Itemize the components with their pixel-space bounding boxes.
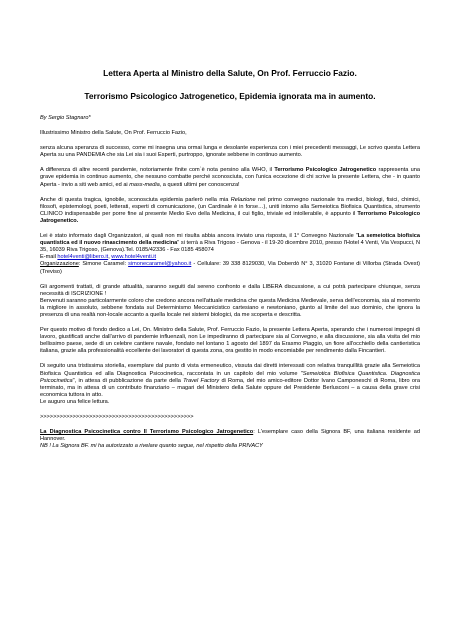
email-line [40, 254, 420, 261]
letter-subtitle: Terrorismo Psicologico Jatrogenetico, Epidemia ignorata ma in aumento. [84, 91, 376, 101]
text-span: rappresenta una grave epidemia in continuo aumento, che nessuno combatte perché sconosciuta, con l'unica eccezione di chi scrive la presente Lettera, che - in quanto Aperta - invio a siti web amici, ed ai [40, 167, 421, 188]
paragraph-welcome: Benvenuti saranno particolarmente coloro che credono ancora nell'attuale medicina che questa Medicina Medievale, serva dell'economia, sia al momento la migliore in assoluto, sebbene fondata sul Determinismo Meccanicistico cartesiano e newtoniano, giunto al limite del suo dominio, che ignora la presenza di una realtà non-locale accanto a quella locale nei sistemi biologici, da me scoperta e descritta. [40, 297, 420, 318]
text-span: Lei è stato informato dagli Organizzatori, ai quali non mi risulta abbia ancora inviato una risposta, il 1° Convegno Nazionale " [40, 233, 358, 240]
text-span: : L'esemplare caso della Signora BF, una italiana residente ad Hannover. [40, 429, 420, 443]
organizer-email-link[interactable]: simonecaramel@yahoo.it [128, 261, 192, 268]
italic-term: Relazione [230, 196, 256, 203]
paragraph-case-heading [40, 429, 420, 443]
closing-wish: Le auguro una felice lettura. [40, 398, 110, 405]
text-span: A differenza di altre recenti pandemie, notoriamente finite com`è nota persino alla WHO, il [40, 167, 275, 174]
hotel-website-link[interactable]: www.hotel4venti.it [111, 254, 157, 261]
text-span: ", in attesa di pubblicazione da parte della [72, 377, 184, 384]
privacy-note: NB ! La Signora BF. mi ha autorizzato a rivelare quanto segue, nel rispetto della PRIVACY [40, 443, 263, 450]
text-span: nel primo convegno nazionale tra medici, biologi, fisici, chimici, filosofi, epistemologi, poeti, letterati, esperti di comunicazione, (un Cardinale è in forse…), uniti intorno alla Semeiotica Biofisica Quantistica, strumento CLINICO indispensabile per porre fine al presente Medio Evo della Medicina, il cui figlio, triviale ed intollerabile, è appunto il [40, 196, 420, 217]
publisher-name: Travel Factory [183, 377, 220, 384]
bold-term: Terrorismo Psicologico Jatrogenetico. [40, 210, 420, 224]
paragraph-convegno [40, 197, 420, 225]
paragraph-intro: senza alcuna speranza di successo, come mi insegna una ormai lunga e desolante esperienza con i miei precedenti messaggi, Le scrivo questa Lettera Aperta su una PANDEMIA che sia Lei sia i suoi Esperti, purtroppo, ignorate sebbene in continuo aumento. [40, 145, 420, 159]
case-title: La Diagnostica Psicocinetica contro Il Terrorismo Psicologico Jatrogenetico [40, 429, 254, 436]
text-span: - Cellulare: 39 338 8129030, Via Doberdò N° 3, 31020 Fontane di Villorba (Strada Ovest) (Treviso) [40, 261, 420, 275]
author-line: By Sergio Stagnaro* [40, 115, 91, 121]
bold-term: Terrorismo Psicologico Jatrogenetico [274, 167, 377, 174]
event-title: La semeiotica biofisica quantistica ed il nuovo rinascimento della medicina [40, 233, 420, 247]
text-span: , a questi ultimi per conoscenza! [159, 181, 240, 188]
letter-page [40, 58, 420, 450]
paragraph-discussion: Gli argomenti trattati, di grande attualità, saranno seguiti dal sereno confronto e dalla LIBERA discussione, a cui potrà partecipare chiunque, senza necessità di ISCRIZIONE ! [40, 283, 420, 297]
paragraph-story [40, 363, 420, 398]
email-label: E-mail [40, 254, 58, 261]
arrow-separator: >>>>>>>>>>>>>>>>>>>>>>>>>>>>>>>>>>>>>>>>>>>>>>> [40, 414, 194, 420]
letter-title: Lettera Aperta al Ministro della Salute, On Prof. Ferruccio Fazio. [103, 68, 357, 78]
paragraph-event-info [40, 233, 420, 276]
paragraph-epidemic [40, 167, 420, 188]
text-span: " si terrà a Riva Trigoso - Genova - il 19-20 dicembre 2010, presso l'Hotel 4 Venti, Via Vespucci, N 35, 16039 Riva Trigoso, (Genova).Tel. 0185/42336 - Fax 0185 458074 [40, 240, 420, 254]
hotel-email-link[interactable]: hotel4venti@libero.it [57, 254, 109, 261]
text-span: di Roma, del mio amico-editore Dottor Ivano Camponeschi di Roma, libro ora terminato, ma in attesa di un contributo finanziario – magari del Ministero della Salute oppure del Presidente Berlusconi – a causa della grave crisi economica tuttora in atto. [40, 377, 420, 398]
text-span: Di seguito una tristissima storiella, esemplare dal punto di vista ermeneutico, vissuta dai diretti interessati con relativa tranquillità grazie alla Semeiotica Biofisica Quantistica ed alla Diagnostica Psicocinetica, raccontata in un capitolo del mio volume " [40, 363, 420, 377]
text-span: : Simone Caramel: [78, 261, 129, 268]
text-span: Anche di questa tragica, ignobile, sconosciuta epidemia parlerò nella mia [40, 196, 231, 203]
organization-label: Organizzazione [40, 261, 79, 268]
separator: , [108, 254, 112, 261]
salutation: Illustrissimo Ministro della Salute, On Prof. Ferruccio Fazio, [40, 130, 187, 137]
italic-term: mass-media [129, 181, 160, 188]
book-title: Semeiotica Biofisica Quantistica. Diagnostica Psicocinetica [40, 370, 420, 384]
paragraph-dedication: Per questo motivo di fondo dedico a Lei, On. Ministro della Salute, Prof. Ferruccio Fazio, la presente Lettera Aperta, sperando che i numerosi impegni di lavoro, giustificati anche dall'arrivo di pandemie influenzali, non Le impediranno di partecipare sia al Convegno, e alla discussione, sia alla visita del mio bellissimo paese, sede di un celebre cantiere navale, fondato nel lontano 1 agosto del 1897 da Erasmo Piaggio, un fiore all'occhiello della cantieristica italiana, grazie alla professionalità eccellente dei lavoratori di questa zona, ora gestito in modo encomiabile per rendimento dalla Fincantieri. [40, 327, 420, 355]
